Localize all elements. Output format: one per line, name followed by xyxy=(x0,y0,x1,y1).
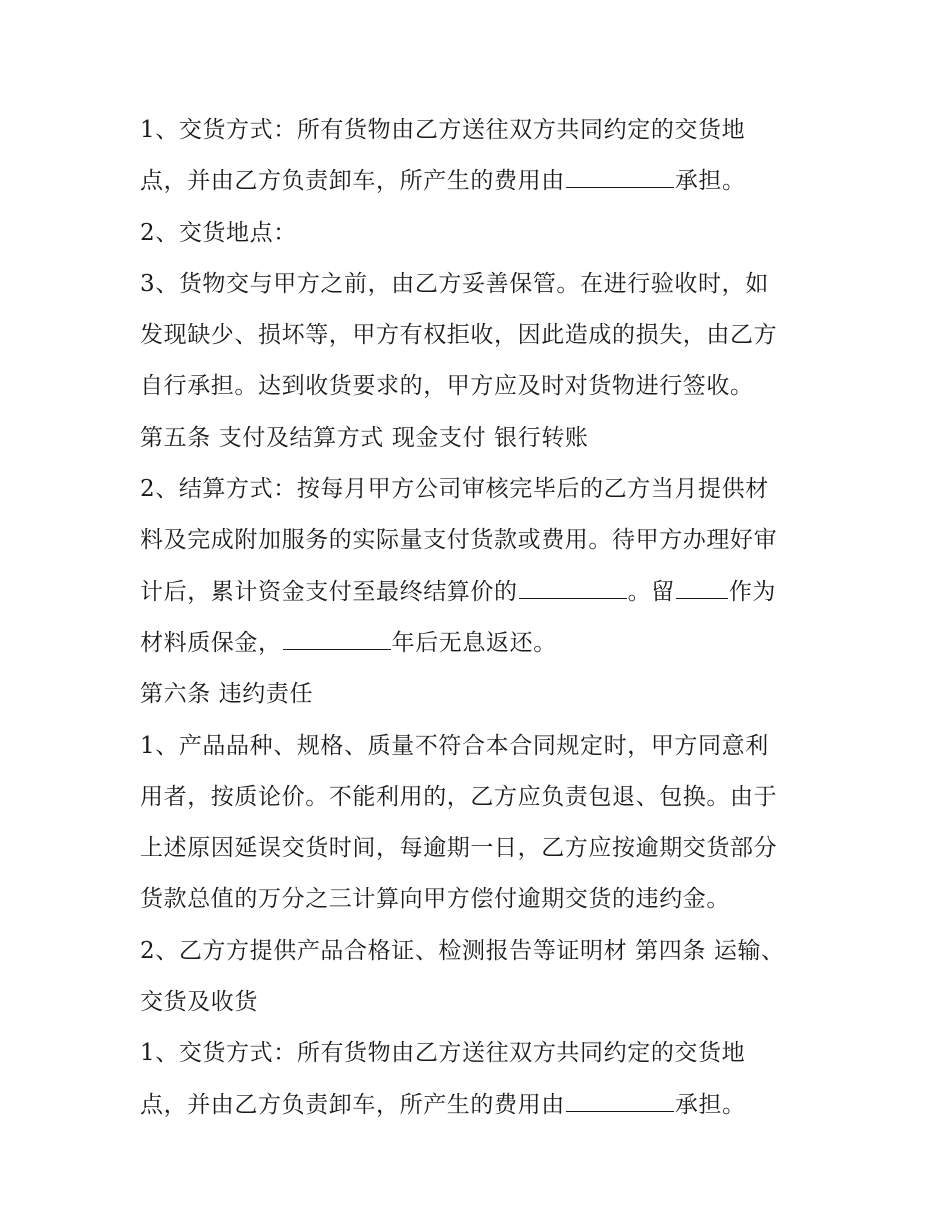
paragraph-line xyxy=(140,156,830,207)
paragraph-line: 3、货物交与甲方之前，由乙方妥善保管。在进行验收时，如 xyxy=(140,270,769,297)
fill-in-blank xyxy=(283,625,391,650)
section-heading: 第五条 支付及结算方式 现金支付 银行转账 xyxy=(140,424,589,451)
fill-in-blank xyxy=(676,574,728,599)
paragraph-line xyxy=(140,567,830,618)
section-heading: 第六条 违约责任 xyxy=(140,681,314,708)
text-segment: 承担。 xyxy=(674,168,746,195)
text-segment: 计后，累计资金支付至最终结算价的 xyxy=(140,578,518,605)
paragraph-line: 交货及收货 xyxy=(140,989,258,1016)
paragraph-line: 1、交货方式：所有货物由乙方送往双方共同约定的交货地 xyxy=(140,117,746,143)
paragraph-line: 料及完成附加服务的实际量支付货款或费用。待甲方办理好审 xyxy=(140,527,778,554)
paragraph-line xyxy=(140,618,830,669)
paragraph-line: 2、乙方方提供产品合格证、检测报告等证明材 第四条 运输、 xyxy=(140,937,785,964)
paragraph-line: 上述原因延误交货时间，每逾期一日，乙方应按逾期交货部分 xyxy=(140,835,778,862)
text-segment: 年后无息返还。 xyxy=(391,629,557,656)
text-segment: 。留 xyxy=(627,578,675,605)
fill-in-blank xyxy=(566,163,674,188)
text-segment: 点，并由乙方负责卸车，所产生的费用由 xyxy=(140,1091,565,1118)
text-segment: 承担。 xyxy=(674,1091,746,1118)
paragraph-line: 用者，按质论价。不能利用的，乙方应负责包退、包换。由于 xyxy=(140,783,778,810)
paragraph-line: 1、产品品种、规格、质量不符合本合同规定时，甲方同意利 xyxy=(140,732,769,759)
fill-in-blank xyxy=(566,1087,674,1112)
paragraph-line: 发现缺少、损坏等，甲方有权拒收，因此造成的损失，由乙方 xyxy=(140,322,778,349)
paragraph-line: 2、结算方式：按每月甲方公司审核完毕后的乙方当月提供材 xyxy=(140,476,769,503)
paragraph-line: 2、交货地点： xyxy=(140,219,297,246)
paragraph-line: 自行承担。达到收货要求的，甲方应及时对货物进行签收。 xyxy=(140,373,754,400)
paragraph-line: 货款总值的万分之三计算向甲方偿付逾期交货的违约金。 xyxy=(140,886,730,913)
text-segment: 作为 xyxy=(728,578,777,605)
text-segment: 点，并由乙方负责卸车，所产生的费用由 xyxy=(140,168,565,195)
paragraph-line: 1、交货方式：所有货物由乙方送往双方共同约定的交货地 xyxy=(140,1040,746,1067)
paragraph-line xyxy=(140,1080,830,1131)
fill-in-blank xyxy=(519,574,627,599)
document-body xyxy=(140,105,830,1131)
text-segment: 材料质保金， xyxy=(140,629,282,656)
